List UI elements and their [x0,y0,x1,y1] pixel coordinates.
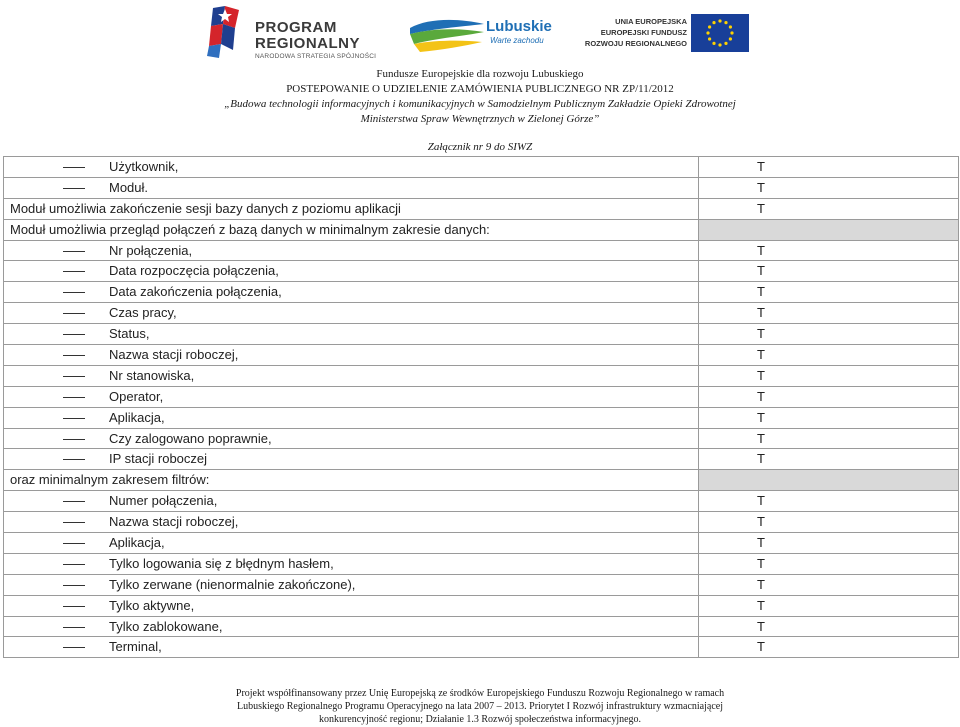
footer-line3: konkurencyjność regionu; Działanie 1.3 Rozwój społeczeństwa informacyjnego. [318,714,642,725]
table-row [4,596,959,617]
lubuskie-wave-icon [408,14,486,54]
eu-flag-icon [691,14,749,52]
table-row [4,575,959,596]
row-mark: T [757,639,765,655]
row-mark: T [757,242,765,258]
row-text: Data zakończenia połączenia, [109,284,282,300]
table-row [4,366,959,387]
dash-bullet-icon [63,543,85,544]
row-text: Nazwa stacji roboczej, [109,514,239,530]
dash-bullet-icon [63,271,85,272]
footer-line2: Lubuskiego Regionalnego Programu Operacyjnego na lata 2007 – 2013. Priorytet I Rozwój infrastruktury wzmacniającej [237,701,723,712]
row-mark: T [757,618,765,634]
row-mark: T [757,576,765,592]
row-text: Moduł umożliwia przegląd połączeń z bazą danych w minimalnym zakresie danych: [10,221,490,237]
row-mark: T [757,430,765,446]
row-text: Moduł umożliwia zakończenie sesji bazy danych z poziomu aplikacji [10,200,401,216]
row-text: Operator, [109,388,164,404]
row-text: Tylko logowania się z błędnym hasłem, [109,555,334,571]
row-mark: T [757,597,765,613]
row-text: Numer połączenia, [109,493,218,509]
row-mark: T [757,493,765,509]
program-logo-line3: NARODOWA STRATEGIA SPÓJNOŚCI [255,53,377,60]
row-text: Tylko zerwane (nienormalnie zakończone), [109,576,356,592]
table-row [4,554,959,575]
row-text: Aplikacja, [109,409,165,425]
table-row [4,637,959,658]
table-row [4,261,959,282]
row-text: Data rozpoczęcia połączenia, [109,263,279,279]
lubuskie-subtitle: Warte zachodu [490,36,544,45]
table-row [4,387,959,408]
row-text: Aplikacja, [109,535,165,551]
program-regionalny-logo [205,6,390,62]
table-row [4,220,959,241]
row-text: Czas pracy, [109,305,177,321]
dash-bullet-icon [63,418,85,419]
row-text: Terminal, [109,639,162,655]
row-mark: T [757,388,765,404]
dash-bullet-icon [63,376,85,377]
row-text: IP stacji roboczej [109,451,208,467]
dash-bullet-icon [63,188,85,189]
table-row [4,512,959,533]
table-row [4,282,959,303]
row-mark: T [757,200,765,216]
row-text: oraz minimalnym zakresem filtrów: [10,472,210,488]
footer-line1: Projekt współfinansowany przez Unię Europejską ze środków Europejskiego Funduszu Rozwoju Regionalnego w ramach [235,688,725,699]
header-line1: Fundusze Europejskie dla rozwoju Lubuskiego [376,68,584,80]
row-mark: T [757,535,765,551]
table-row [4,241,959,262]
header-line4: Ministerstwa Spraw Wewnętrznych w Zielonej Górze” [360,113,600,125]
row-text: Tylko aktywne, [109,597,195,613]
row-mark: T [757,263,765,279]
row-text: Tylko zablokowane, [109,618,223,634]
table-row [4,429,959,450]
row-mark: T [757,347,765,363]
table-row [4,345,959,366]
table-row [4,324,959,345]
table-row [4,449,959,470]
eu-logo-line2: EUROPEJSKI FUNDUSZ [600,28,687,37]
row-mark: T [757,451,765,467]
table-row [4,470,959,491]
eu-logo [583,12,753,56]
annex-label: Załącznik nr 9 do SIWZ [427,141,533,153]
row-mark: T [757,409,765,425]
table-row [4,303,959,324]
row-mark: T [757,159,765,174]
row-mark: T [757,179,765,195]
row-mark: T [757,284,765,300]
row-mark: T [757,367,765,383]
eu-logo-line3: ROZWOJU REGIONALNEGO [584,39,687,48]
table-row [4,199,959,220]
table-row [4,617,959,638]
dash-bullet-icon [63,251,85,252]
dash-bullet-icon [63,439,85,440]
row-text: Czy zalogowano poprawnie, [109,430,272,446]
dash-bullet-icon [63,397,85,398]
lubuskie-title: Lubuskie [486,18,552,35]
dash-bullet-icon [63,313,85,314]
dash-bullet-icon [63,647,85,648]
table-row [4,408,959,429]
row-mark: T [757,514,765,530]
row-mark: T [757,555,765,571]
dash-bullet-icon [63,564,85,565]
dash-bullet-icon [63,501,85,502]
row-text: Moduł. [109,179,149,195]
table-row [4,157,959,178]
table-row [4,533,959,554]
dash-bullet-icon [63,167,85,168]
dash-bullet-icon [63,522,85,523]
program-regionalny-emblem-icon [205,6,245,58]
program-logo-line2: REGIONALNY [255,35,361,52]
dash-bullet-icon [63,334,85,335]
logo-bar [0,0,960,66]
dash-bullet-icon [63,292,85,293]
row-text: Nr połączenia, [109,242,193,258]
row-mark: T [757,305,765,321]
dash-bullet-icon [63,627,85,628]
row-text: Użytkownik, [109,159,179,174]
dash-bullet-icon [63,459,85,460]
requirements-table [3,156,959,658]
dash-bullet-icon [63,585,85,586]
row-text: Status, [109,326,150,342]
program-logo-line1: PROGRAM [255,19,337,36]
row-text: Nr stanowiska, [109,367,195,383]
dash-bullet-icon [63,355,85,356]
header-line2: POSTEPOWANIE O UDZIELENIE ZAMÓWIENIA PUBLICZNEGO NR ZP/11/2012 [286,83,674,95]
table-row [4,178,959,199]
dash-bullet-icon [63,606,85,607]
eu-logo-line1: UNIA EUROPEJSKA [615,17,687,26]
row-text: Nazwa stacji roboczej, [109,347,239,363]
lubuskie-logo [408,10,553,56]
header-line3: „Budowa technologii informacyjnych i komunikacyjnych w Samodzielnym Publicznym Zakładzie Opieki Zdrowotnej [224,98,736,110]
table-row [4,491,959,512]
row-mark: T [757,326,765,342]
